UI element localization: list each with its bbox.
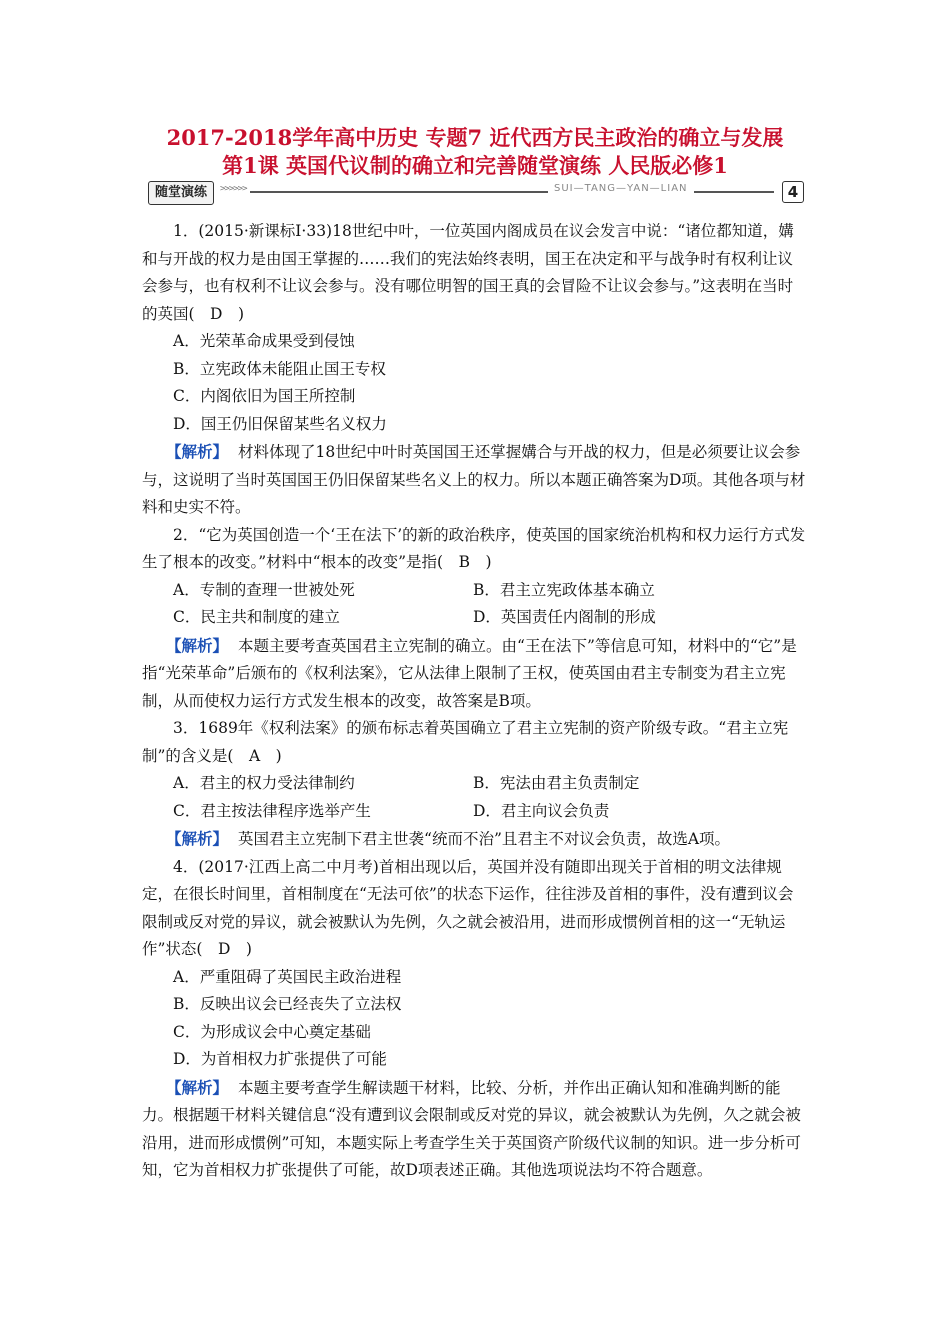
question-stem: 2．“它为英国创造一个‘王在法下’的新的政治秩序，使英国的国家统治机构和权力运行方式发生了根本的改变。”材料中“根本的改变”是指( B ) [142,525,806,571]
question-block [142,522,807,716]
option: B．宪法由君主负责制定 [473,774,640,792]
option-row [142,798,807,826]
explanation-tag: 【解析】 [166,1077,229,1097]
option: B．反映出议会已经丧失了立法权 [173,995,402,1013]
option: C．内阁依旧为国王所控制 [173,387,356,405]
option-row [142,770,807,798]
section-arrows: >>>>>> [220,184,247,194]
section-header [148,181,804,205]
option: C．为形成议会中心奠定基础 [173,1022,371,1041]
option: B．君主立宪政体基本确立 [473,580,655,599]
explanation-tag: 【解析】 [166,442,229,461]
option-row [142,604,807,632]
explanation-tag: 【解析】 [166,829,229,848]
question-block [142,854,807,1185]
explanation-text: 材料体现了18世纪中叶时英国国王还掌握媾合与开战的权力，但是必须要让议会参与，这说明了当时英国国王仍旧保留某些名义上的权力。所以本题正确答案为D项。其他各项与材料和史实不符。 [142,443,806,516]
explanation [142,632,807,716]
title-line-2: 第1课 英国代议制的确立和完善随堂演练 人民版必修1 [222,153,728,178]
explanation [142,825,807,854]
explanation-text: 本题主要考查学生解读题干材料，比较、分析，并作出正确认知和准确判断的能力。根据题干材料关键信息“没有遭到议会限制或反对党的异议，就会被默认为先例，久之就会被沿用，进而形成惯例”可知，本题实际上考查学生关于英国资产阶级代议制的知识。进一步分析可知，它为首相权力扩张提供了可能，故D项表述正确。其他选项说法均不符合题意。 [142,1078,801,1179]
option: A．君主的权力受法律制约 [173,774,355,792]
option: D．君主向议会负责 [473,801,610,820]
section-pinyin: SUI—TANG—YAN—LIAN [548,183,694,194]
question-block [142,715,807,854]
option: D．英国责任内阁制的形成 [473,608,656,626]
document-title [100,124,850,180]
option: A．专制的查理一世被处死 [173,580,355,599]
question-stem: 1．(2015·新课标Ⅰ·33)18世纪中叶，一位英国内阁成员在议会发言中说：“诸位都知道，媾和与开战的权力是由国王掌握的……我们的宪法始终表明，国王在决定和平与战争时有权利让议会参与，也有权利不让议会参与。没有哪位明智的国王真的会冒险不让议会参与。”这表明在当时的英国( D ) [142,222,794,323]
option: C．民主共和制度的建立 [173,608,340,626]
explanation-text: 本题主要考查英国君主立宪制的确立。由“王在法下”等信息可知，材料中的“它”是指“光荣革命”后颁布的《权利法案》，它从法律上限制了王权，使英国由君主专制变为君主立宪制，从而使权力运行方式发生根本的改变，故答案是B项。 [142,636,797,710]
question-stem: 3．1689年《权利法案》的颁布标志着英国确立了君主立宪制的资产阶级专政。“君主立宪制”的含义是( A ) [142,719,789,765]
question-stem: 4．(2017·江西上高二中月考)首相出现以后，英国并没有随即出现关于首相的明文法律规定，在很长时间里，首相制度在“无法可依”的状态下运作，往往涉及首相的事件，没有遭到议会限制或反对党的异议，就会被默认为先例，久之就会被沿用，进而形成惯例首相的这一“无轨运作”状态( D ) [142,857,794,958]
option: D．国王仍旧保留某些名义权力 [173,414,387,433]
option-row [142,577,807,605]
option: B．立宪政体未能阻止国王专权 [173,359,386,378]
question-list [142,218,807,1185]
section-divider [250,191,774,193]
section-page-number: 4 [782,181,804,203]
explanation-tag: 【解析】 [166,635,229,655]
title-line-1: 2017-2018学年高中历史 专题7 近代西方民主政治的确立与发展 [166,125,784,150]
option: A．严重阻碍了英国民主政治进程 [173,967,402,986]
section-label: 随堂演练 [148,181,214,205]
explanation-text: 英国君主立宪制下君主世袭“统而不治”且君主不对议会负责，故选A项。 [238,830,731,848]
option: D．为首相权力扩张提供了可能 [173,1050,387,1068]
explanation [142,438,807,522]
explanation [142,1074,807,1185]
question-block [142,218,807,522]
option: A．光荣革命成果受到侵蚀 [173,332,355,350]
option: C．君主按法律程序选举产生 [173,801,371,820]
